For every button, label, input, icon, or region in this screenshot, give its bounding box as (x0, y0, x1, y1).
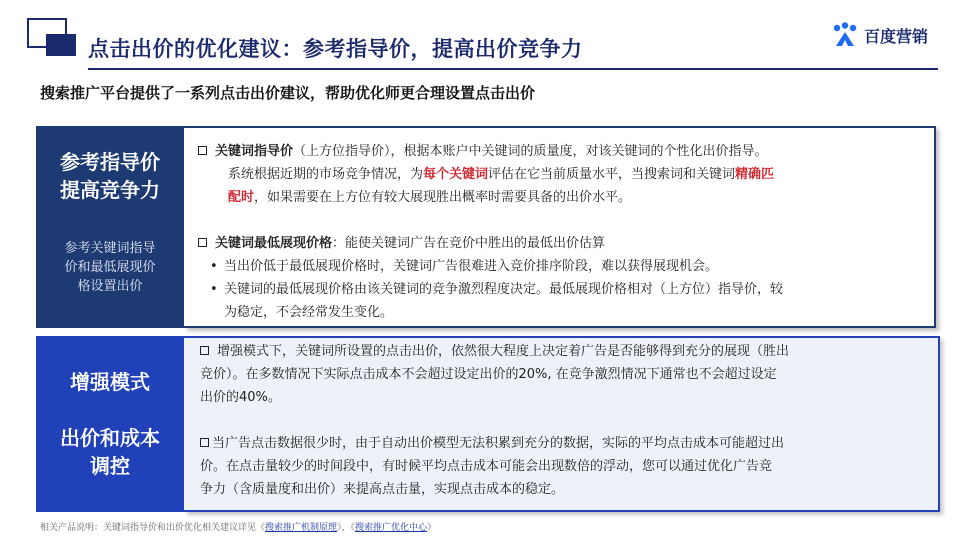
bullet1-text: 当出价低于最低展现价格时，关键词广告很难进入竞价排序阶段，难以获得展现机会。 (224, 259, 719, 274)
p2-text-part1: ：能使关键词广告在竞价中胜出的最低出价估算 (332, 236, 606, 251)
section1-subheading (36, 239, 184, 296)
footer-link-mechanism[interactable]: 搜索推广机制原理 (265, 523, 338, 533)
footer-note (40, 520, 436, 533)
section2-sidebar (36, 336, 184, 512)
baidu-logo-icon (832, 22, 858, 48)
section1-paragraph2 (198, 232, 928, 324)
footer-mid: 》，《 (337, 523, 356, 533)
s2-p1-line1: 增强模式下，关键词所设置的点击出价，依然很大程度上决定着广告是否能够得到充分的展现（胜出 (217, 344, 790, 359)
p1-highlight-exact-match-b: 配时 (228, 190, 255, 205)
section1-heading-line1: 参考指导价 (60, 150, 160, 174)
p1-text-part3: 评估在它当前质量水平，当搜索词和关键词 (488, 167, 736, 182)
bullet2-text-line2: 为稳定，不会经常发生变化。 (224, 305, 394, 320)
section1-paragraph1 (198, 140, 928, 209)
p1-text-part2: 系统根据近期的市场竞争情况，为 (228, 167, 424, 182)
checkbox-square-icon (198, 146, 207, 155)
footer-prefix: 相关产品说明：关键词指导价和出价优化相关建议详见《 (40, 523, 266, 533)
checkbox-square-icon (200, 346, 209, 355)
footer-suffix: 》 (427, 523, 437, 533)
section1-sub-line1: 参考关键词指导 (64, 241, 156, 256)
keyword-guide-price-title: 关键词指导价 (215, 144, 294, 159)
s2-p2-line1: 当广告点击数据很少时，由于自动出价模型无法积累到充分的数据，实际的平均点击成本可能超过出 (212, 436, 785, 451)
logo-text: 百度营销 (864, 26, 929, 46)
section1-sidebar (36, 126, 184, 328)
section2-heading2-line2: 调控 (90, 454, 130, 478)
checkbox-square-icon (198, 238, 207, 247)
p1-text-part1: （上方位指导价），根据本账户中关键词的质量度，对该关键词的个性化出价指导。 (293, 144, 768, 159)
footer-link-optimization-center[interactable]: 搜索推广优化中心 (355, 523, 428, 533)
s2-p1-line3: 出价的40%。 (200, 390, 281, 405)
baidu-marketing-logo (832, 22, 928, 48)
section2-heading2-line1: 出价和成本 (60, 426, 160, 450)
section1-sub-line3: 格设置出价 (77, 279, 143, 294)
s2-p1-line2: 竞价）。在多数情况下实际点击成本不会超过设定出价的20%, 在竞争激烈情况下通常也不会超过设定 (200, 367, 777, 382)
section2-paragraph1 (200, 340, 930, 409)
min-display-price-title: 关键词最低展现价格 (215, 236, 333, 251)
section1-sub-line2: 价和最低展现价 (64, 260, 156, 275)
checkbox-square-icon (200, 438, 209, 447)
section2-heading1: 增强模式 (70, 370, 150, 394)
header-divider (88, 68, 938, 70)
section2-heading2 (36, 424, 184, 480)
bullet-dot-icon: • (210, 259, 218, 274)
p1-highlight-each-keyword: 每个关键词 (423, 167, 489, 182)
s2-p2-line2: 价。在点击量较少的时间段中，有时候平均点击成本可能会出现数倍的浮动，您可以通过优化广告竞 (200, 459, 773, 474)
section2-paragraph2 (200, 432, 930, 501)
s2-p2-line3: 争力（含质量度和出价）来提高点击量，实现点击成本的稳定。 (200, 482, 565, 497)
page-subtitle: 搜索推广平台提供了一系列点击出价建议，帮助优化师更合理设置点击出价 (40, 84, 536, 102)
page-title: 点击出价的优化建议：参考指导价，提高出价竞争力 (88, 37, 583, 61)
header-square-fill (46, 34, 76, 56)
bullet2-text-line1: 关键词的最低展现价格由该关键词的竞争激烈程度决定。最低展现价格相对（上方位）指导价，较 (224, 282, 784, 297)
p1-text-part4: ，如果需要在上方位有较大展现胜出概率时需要具备的出价水平。 (254, 190, 632, 205)
bullet-dot-icon: • (210, 282, 218, 297)
section1-heading-line2: 提高竞争力 (60, 178, 160, 202)
section1-heading (36, 148, 184, 204)
p1-highlight-exact-match-a: 精确匹 (735, 167, 775, 182)
